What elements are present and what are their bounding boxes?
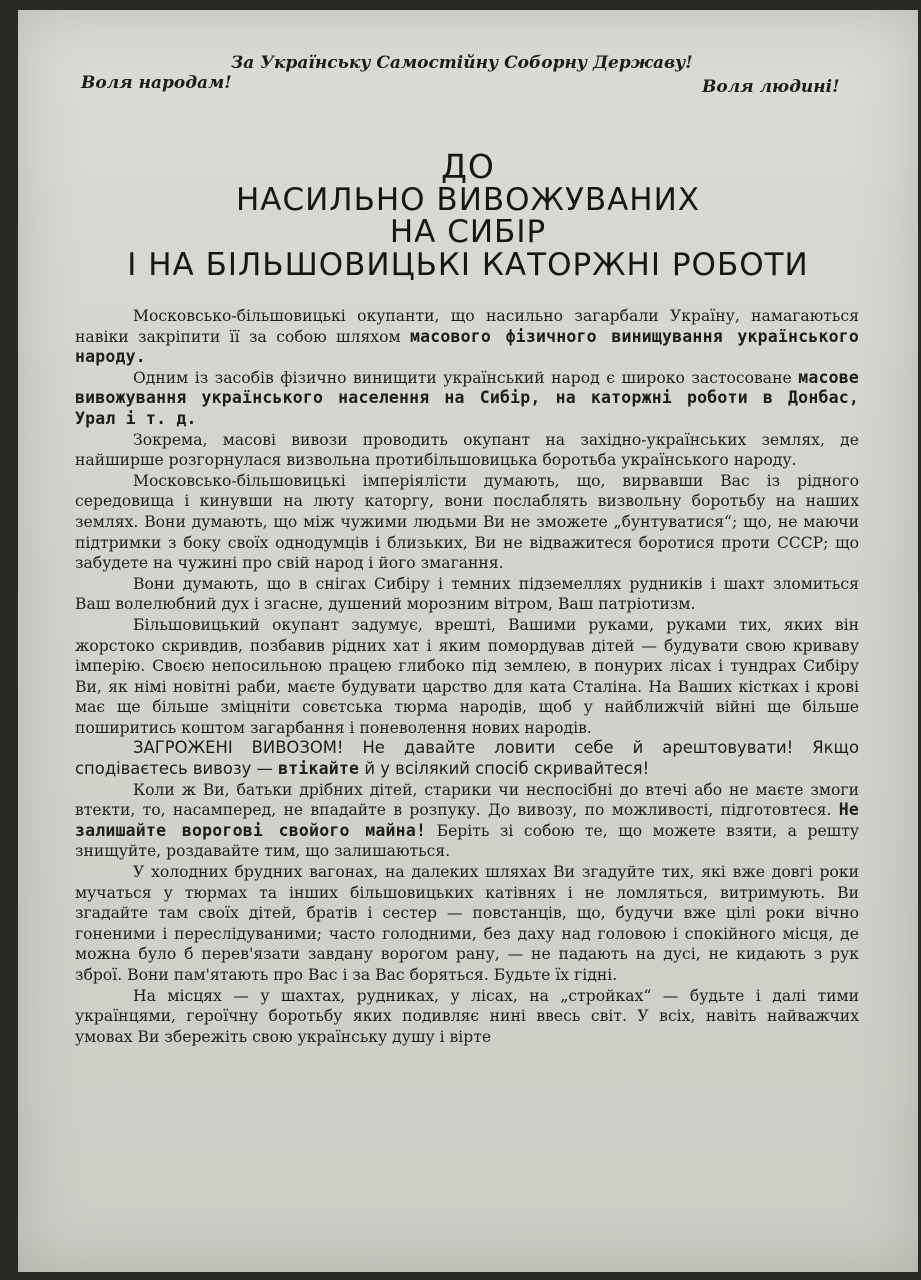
paragraph-text: Московсько-більшовицькі окупанти, що насильно загарбали Україну, намагаються навіки закріпити її за собою шляхом (75, 307, 859, 346)
slogan-human: Воля людині! (702, 77, 840, 97)
slogan-state: За Українську Самостійну Соборну Державу! (231, 53, 693, 73)
leaflet-page (18, 10, 918, 1272)
paragraph-emphasis: Не залишайте ворогові свойого майна! (75, 800, 859, 840)
paragraph (75, 986, 859, 1048)
paragraph (75, 574, 859, 615)
title-line-4: І НА БІЛЬШОВИЦЬКІ КАТОРЖНІ РОБОТИ (127, 247, 809, 283)
paragraph (75, 615, 859, 739)
paragraph (75, 430, 859, 471)
paragraph (75, 306, 859, 368)
paragraph (75, 471, 859, 574)
paragraph (75, 780, 859, 862)
slogan-nations: Воля народам! (81, 73, 232, 93)
paragraph-text: Вони думають, що в снігах Сибіру і темних підземеллях рудників і шахт зломиться Ваш волелюбний дух і згасне, душений морозним вітром, Ваш патріотизм. (75, 574, 859, 614)
paragraph-emphasis: масового фізичного винищування українського народу. (75, 326, 859, 367)
paragraph (75, 738, 859, 779)
title-line-3: НА СИБІР (389, 214, 547, 250)
paragraph-text-end: Беріть зі собою те, що можете взяти, а решту знищуйте, роздавайте тим, що залишаються. (75, 821, 859, 861)
paragraph-emphasis: масове вивожування українського населення на Сибір, на каторжні роботи в Донбас, Урал і т. д. (75, 367, 859, 428)
title-line-1: ДО (441, 147, 495, 186)
paragraph-text: Коли ж Ви, батьки дрібних дітей, старики чи неспосібні до втечі або не маєте змоги втекти, то, насамперед, не впадайте в розпуку. До вивозу, по можливості, підготовтеся. (75, 780, 859, 820)
paragraph-text: У холодних брудних вагонах, на далеких шляхах Ви згадуйте тих, які вже довгі роки мучаться у тюрмах та інших більшовицьких катівнях і не ломляться, витримують. Ви згадайте там своїх дітей, братів і сестер — повстанців, що, будучи вже цілі роки вічно гоненими і переслідуваними; часто голодними, без даху над головою і спокійного місця, де можна було б перев'язати завдану ворогом рану, — не падають на дусі, не кидають з рук зброї. Вони пам'ятають про Вас і за Вас боряться. Будьте їх гідні. (75, 863, 859, 984)
leaflet-body (75, 306, 859, 1047)
paragraph (75, 368, 859, 430)
paragraph-text: Більшовицький окупант задумує, врешті, Вашими руками, руками тих, яких він жорстоко скривдив, позбавив рідних хат і яким помордував дітей — будувати свою криваву імперію. Своєю непосильною працею глибоко під землею, в понурих лісах і тундрах Сибіру Ви, як німі новітні раби, маєте будувати царство для ката Сталіна. На Ваших кістках і крові має ще більше зміцніти совєтська тюрма народів, щоб у найближчій війні ще більше поширитись коштом загарбання і поневолення нових народів. (75, 615, 859, 737)
paragraph-text: ЗАГРОЖЕНІ ВИВОЗОМ! Не давайте ловити себе й арештовувати! Якщо сподіваєтесь вивозу — (75, 738, 859, 779)
paragraph-text: Одним із засобів фізично винищити український народ є широко застосоване (133, 368, 799, 387)
title-line-2: НАСИЛЬНО ВИВОЖУВАНИХ (235, 182, 701, 218)
paragraph-emphasis: втікайте (278, 759, 360, 779)
paragraph-text: На місцях — у шахтах, рудниках, у лісах, на „стройках“ — будьте і далі тими українцями, героїчну боротьбу яких подивляє нині ввесь світ. У всіх, навіть найважчих умовах Ви збережіть свою українську душу і вірте (75, 986, 859, 1046)
paragraph-text-end: й у всілякий спосіб скривайтеся! (359, 759, 650, 779)
paragraph-text: Московсько-більшовицькі імперіялісти думають, що, вирвавши Вас із рідного середовища і кинувши на люту каторгу, вони послаблять визвольну боротьбу на наших землях. Вони думають, що між чужими людьми Ви не зможете „бунтуватися“; що, не маючи підтримки з боку своїх однодумців і близьких, Ви не відважитеся боротися проти СССР; що забудете на чужині про свій народ і його змагання. (75, 471, 859, 573)
paragraph-text: Зокрема, масові вивози проводить окупант на західно-українських землях, де найширше розгорнулася визвольна протибільшовицька боротьба українського народу. (75, 430, 859, 470)
paragraph (75, 862, 859, 986)
